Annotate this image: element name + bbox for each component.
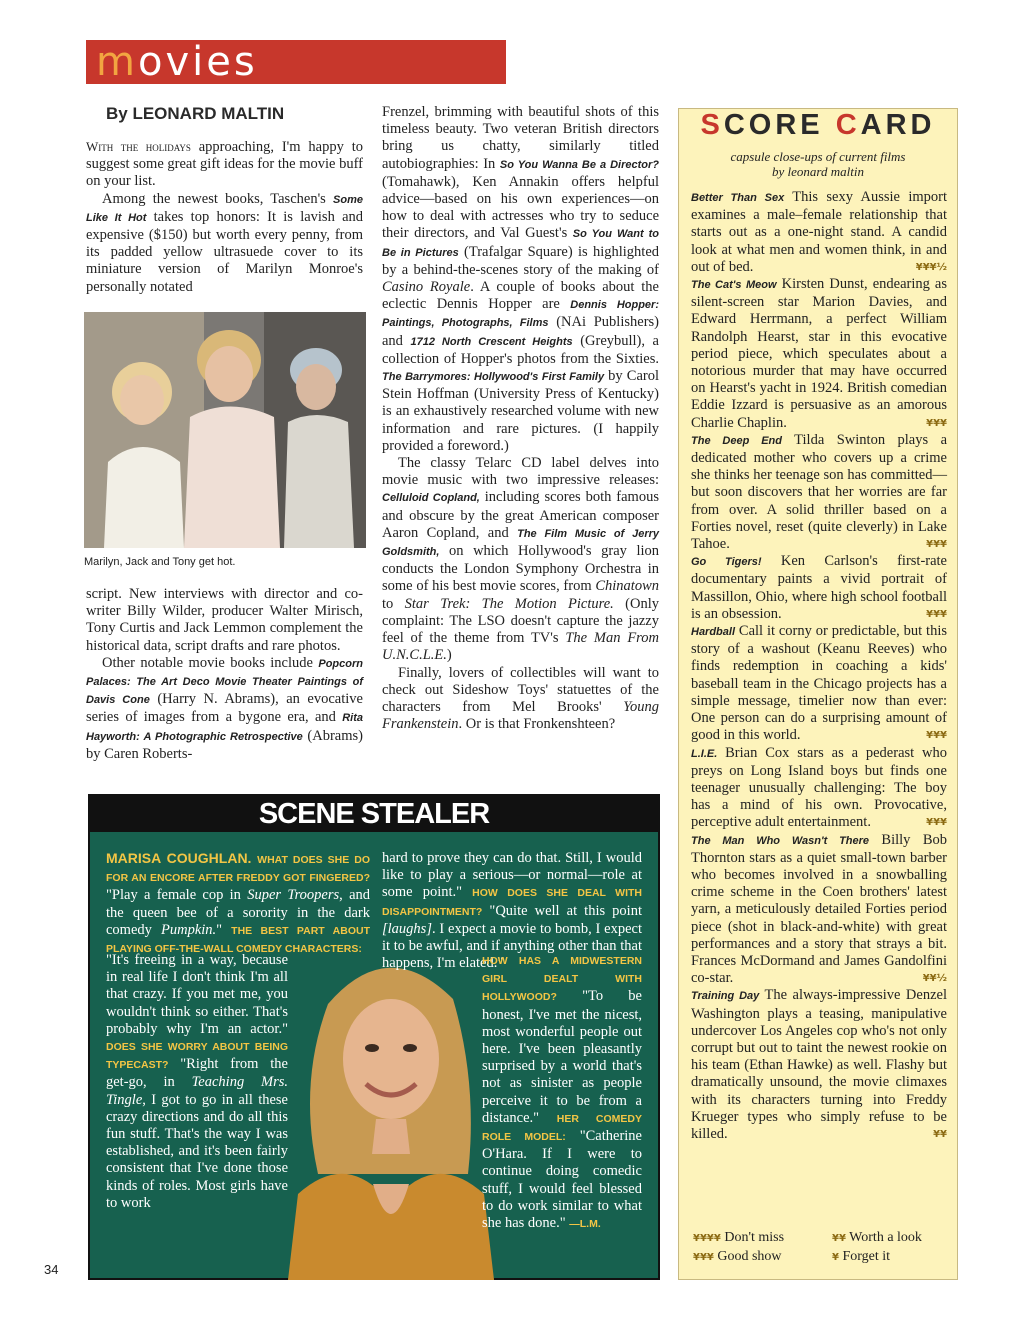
rating-icon: ¥¥¥ bbox=[926, 817, 947, 829]
rating-legend bbox=[679, 1229, 957, 1267]
scene-stealer-text-left: MARISA COUGHLAN. WHAT DOES SHE DO FOR AN ENCORE AFTER FREDDY GOT FINGERED? "Play a female cop in Super Troopers, and the queen bee of a sorority in the dark comedy Pumpkin." THE BEST PART ABOUT PLAYING OFF-THE-WALL COMEDY CHARACTERS: bbox=[106, 850, 371, 956]
rating-icon: ¥ bbox=[832, 1252, 839, 1263]
section-title: movies bbox=[96, 39, 258, 85]
review-item: The Man Who Wasn't There Billy Bob Thornton stars as a quiet small-town barber who becomes involved in a snowballing crime scheme in the Coen brothers' latest yarn, a meticulously detailed Forties period piece (shot in black-and-white) with great performances and a story that strays a bit. Frances McDormand and James Gandolfini co-star. ¥¥½ bbox=[691, 831, 947, 987]
rating-icon: ¥¥¥ bbox=[926, 608, 947, 620]
rating-icon: ¥¥¥¥ bbox=[693, 1233, 721, 1244]
paragraph: The classy Telarc CD label delves into movie music with two impressive releases: Celluloid Copland, including scores both famous and obscure by the great American composer Aaron Copland, and The Film Music of Jerry Goldsmith, on which Hollywood's gray lion conducts the London Symphony Orchestra in some of his best movie scores, from Chinatown to Star Trek: The Motion Picture. (Only complaint: The LSO doesn't capture the jazzy feel of the theme from TV's The Man From U.N.C.L.E.) bbox=[382, 455, 660, 664]
signature: —L.M. bbox=[569, 1218, 601, 1231]
scene-stealer-title: SCENE STEALER bbox=[90, 796, 658, 832]
photo-caption: Marilyn, Jack and Tony get hot. bbox=[84, 556, 236, 568]
rating-icon: ¥¥¥ bbox=[926, 539, 947, 551]
rating-icon: ¥¥ bbox=[933, 1128, 947, 1140]
legend-item: ¥¥¥¥ Don't miss bbox=[693, 1230, 785, 1245]
score-card-subtitle: capsule close-ups of current films by leonard maltin bbox=[730, 149, 906, 179]
paragraph: Frenzel, brimming with beautiful shots of this timeless beauty. Two veteran British directors bring us chatty, similarly titled autobiographies: In So You Wanna Be a Director? (Tomahawk), Ken Annakin offers helpful advice—based on his own experiences—on how to deal with actresses who try to seduce their directors, and Val Guest's So You Want to Be in Pictures (Trafalgar Square) is highlighted by a behind-the-scenes story of the making of Casino Royale. A couple of books about the eclectic Dennis Hopper are Dennis Hopper: Paintings, Photographs, Films (NAi Publishers) and 1712 North Crescent Heights (Greybull), a collection of Hopper's photos from the Sixties. The Barrymores: Hollywood's First Family by Carol Stein Hoffman (University Press of Kentucky) is an exhaustively researched volume with new information and rare pictures. (I happily provided a foreword.) bbox=[382, 104, 659, 454]
review-item: Hardball Call it corny or predictable, but this story of a washout (Keanu Reeves) who finds redemption in coaching a kids' baseball team in the Chicago projects has a simple message, timelier now than ever: One person can do a surprising amount of good in this world. ¥¥¥ bbox=[691, 623, 947, 744]
rating-icon: ¥¥ bbox=[832, 1233, 846, 1244]
legend-item: ¥ Forget it bbox=[832, 1249, 891, 1264]
paragraph: script. New interviews with director and co-writer Billy Wilder, producer Walter Mirisch, Tony Curtis and Jack Lemmon complement the historical data, script drafts and rare photos. bbox=[86, 586, 363, 654]
paragraph: With the holidays approaching, I'm happy to suggest some great gift ideas for the movie buff on your list. bbox=[86, 139, 363, 190]
score-card bbox=[678, 108, 958, 1280]
review-item: L.I.E. Brian Cox stars as a pederast who preys on Long Island boys but finds one teenager unusually challenging: The boy has a mind of his own. Provocative, perceptive adult entertainment. ¥¥¥ bbox=[691, 744, 947, 831]
paragraph: Other notable movie books include Popcorn Palaces: The Art Deco Movie Theater Paintings of Davis Cone (Harry N. Abrams), an evocative series of images from a bygone era, and Rita Hayworth: A Photographic Retrospective (Abrams) by Caren Roberts- bbox=[86, 654, 363, 762]
section-header bbox=[86, 40, 506, 84]
rating-icon: ¥¥¥ bbox=[693, 1252, 714, 1263]
paragraph: Among the newest books, Taschen's Some Like It Hot takes top honors: It is lavish and expensive ($150) but worth every penny, from its padded yellow ultrasuede cover to its miniature version of Marilyn Monroe's personally notated bbox=[86, 190, 364, 295]
scene-stealer-text-right: hard to prove they can do that. Still, I would like to play a serious—or normal—role at some point." HOW DOES SHE DEAL WITH DISAPPOINTMENT? "Quite well at this point [laughs]. I expect a movie to bomb, I expect it to be awful, and if anything other than that happens, I'm elated." bbox=[382, 850, 642, 972]
rating-icon: ¥¥¥½ bbox=[915, 261, 947, 273]
review-item: The Deep End Tilda Swinton plays a dedicated mother who covers up a crime she thinks her teenage son has committed—but soon discovers that her worries are far from over. A solid thriller based on a Forties novel, reset (quite cleverly) in Lake Tahoe. ¥¥¥ bbox=[691, 431, 948, 553]
rating-icon: ¥¥¥ bbox=[926, 417, 947, 429]
review-item: Training Day The always-impressive Denzel Washington plays a teasing, manipulative undercover Los Angeles cop who's not only corrupt but out to taint the newest rookie on his team (Ethan Hawke) as well. Flashy but dramatically unsound, the movie climaxes with its characters turning into Freddy Krueger types who simply refuse to be killed. ¥¥ bbox=[691, 987, 947, 1142]
article-column-1-bottom bbox=[86, 586, 363, 763]
rating-icon: ¥¥¥ bbox=[926, 730, 947, 742]
scene-stealer-text-left-lower: "It's freeing in a way, because in real life I don't think I'm all that crazy. If you met me, you wouldn't think so either. That's probably why I'm an actor." DOES SHE WORRY ABOUT BEING TYPECAST? "Right from the get-go, in Teaching Mrs. Tingle, I got to go in all these crazy directions and do all this fun stuff. That's the way I was established, and it's been fairly consistent that I've done those kinds of roles. Most girls have to work bbox=[106, 952, 288, 1211]
article-column-2 bbox=[382, 104, 659, 733]
review-item: Go Tigers! Ken Carlson's first-rate documentary paints a vivid portrait of Massillon, Ohio, where high school football is an obsession. ¥¥¥ bbox=[691, 553, 947, 622]
byline: By LEONARD MALTIN bbox=[106, 104, 285, 123]
review-item: Better Than Sex This sexy Aussie import examines a male–female relationship that starts out as a one-night stand. A candid look at what men and women think, in and out of bed. ¥¥¥½ bbox=[691, 189, 947, 275]
score-card-title: SCORE CARD bbox=[700, 109, 936, 141]
photo-illustration bbox=[84, 312, 366, 548]
article-column-1-top bbox=[86, 138, 363, 296]
scene-stealer-box bbox=[88, 794, 660, 1280]
rating-icon: ¥¥½ bbox=[922, 973, 947, 985]
photo-marisa-coughlan bbox=[288, 944, 494, 1280]
review-item: The Cat's Meow Kirsten Dunst, endearing as silent-screen star Marion Davies, and Edward Herrmann, a perfect William Randolph Hearst, star in this evocative period piece, which speculates about a notorious murder that may have occurred on Hearst's yacht in 1924. British comedian Eddie Izzard is persuasive as an amorous Charlie Chaplin. ¥¥¥ bbox=[691, 276, 947, 431]
score-card-reviews bbox=[691, 189, 947, 1143]
legend-item: ¥¥ Worth a look bbox=[832, 1230, 922, 1245]
page-number: 34 bbox=[44, 1262, 59, 1277]
scene-stealer-text-right-lower: HOW HAS A MIDWESTERN GIRL DEALT WITH HOLLYWOOD? "To be honest, I've met the nicest, most wonderful people out here. I've been pleasantly surprised by a world that's not as sinister as people perceive it to be from a distance." HER COMEDY ROLE MODEL: "Catherine O'Hara. If I were to continue doing comedic stuff, I would feel blessed to do work similar to what she has done." —L.M. bbox=[482, 955, 642, 1232]
paragraph: Finally, lovers of collectibles will want to check out Sideshow Toys' statuettes of the characters from Mel Brooks' Young Frankenstein. Or is that Fronkenshteen? bbox=[382, 664, 659, 733]
photo-some-like-it-hot bbox=[84, 312, 366, 548]
portrait-illustration bbox=[288, 944, 494, 1280]
legend-item: ¥¥¥ Good show bbox=[693, 1249, 782, 1264]
